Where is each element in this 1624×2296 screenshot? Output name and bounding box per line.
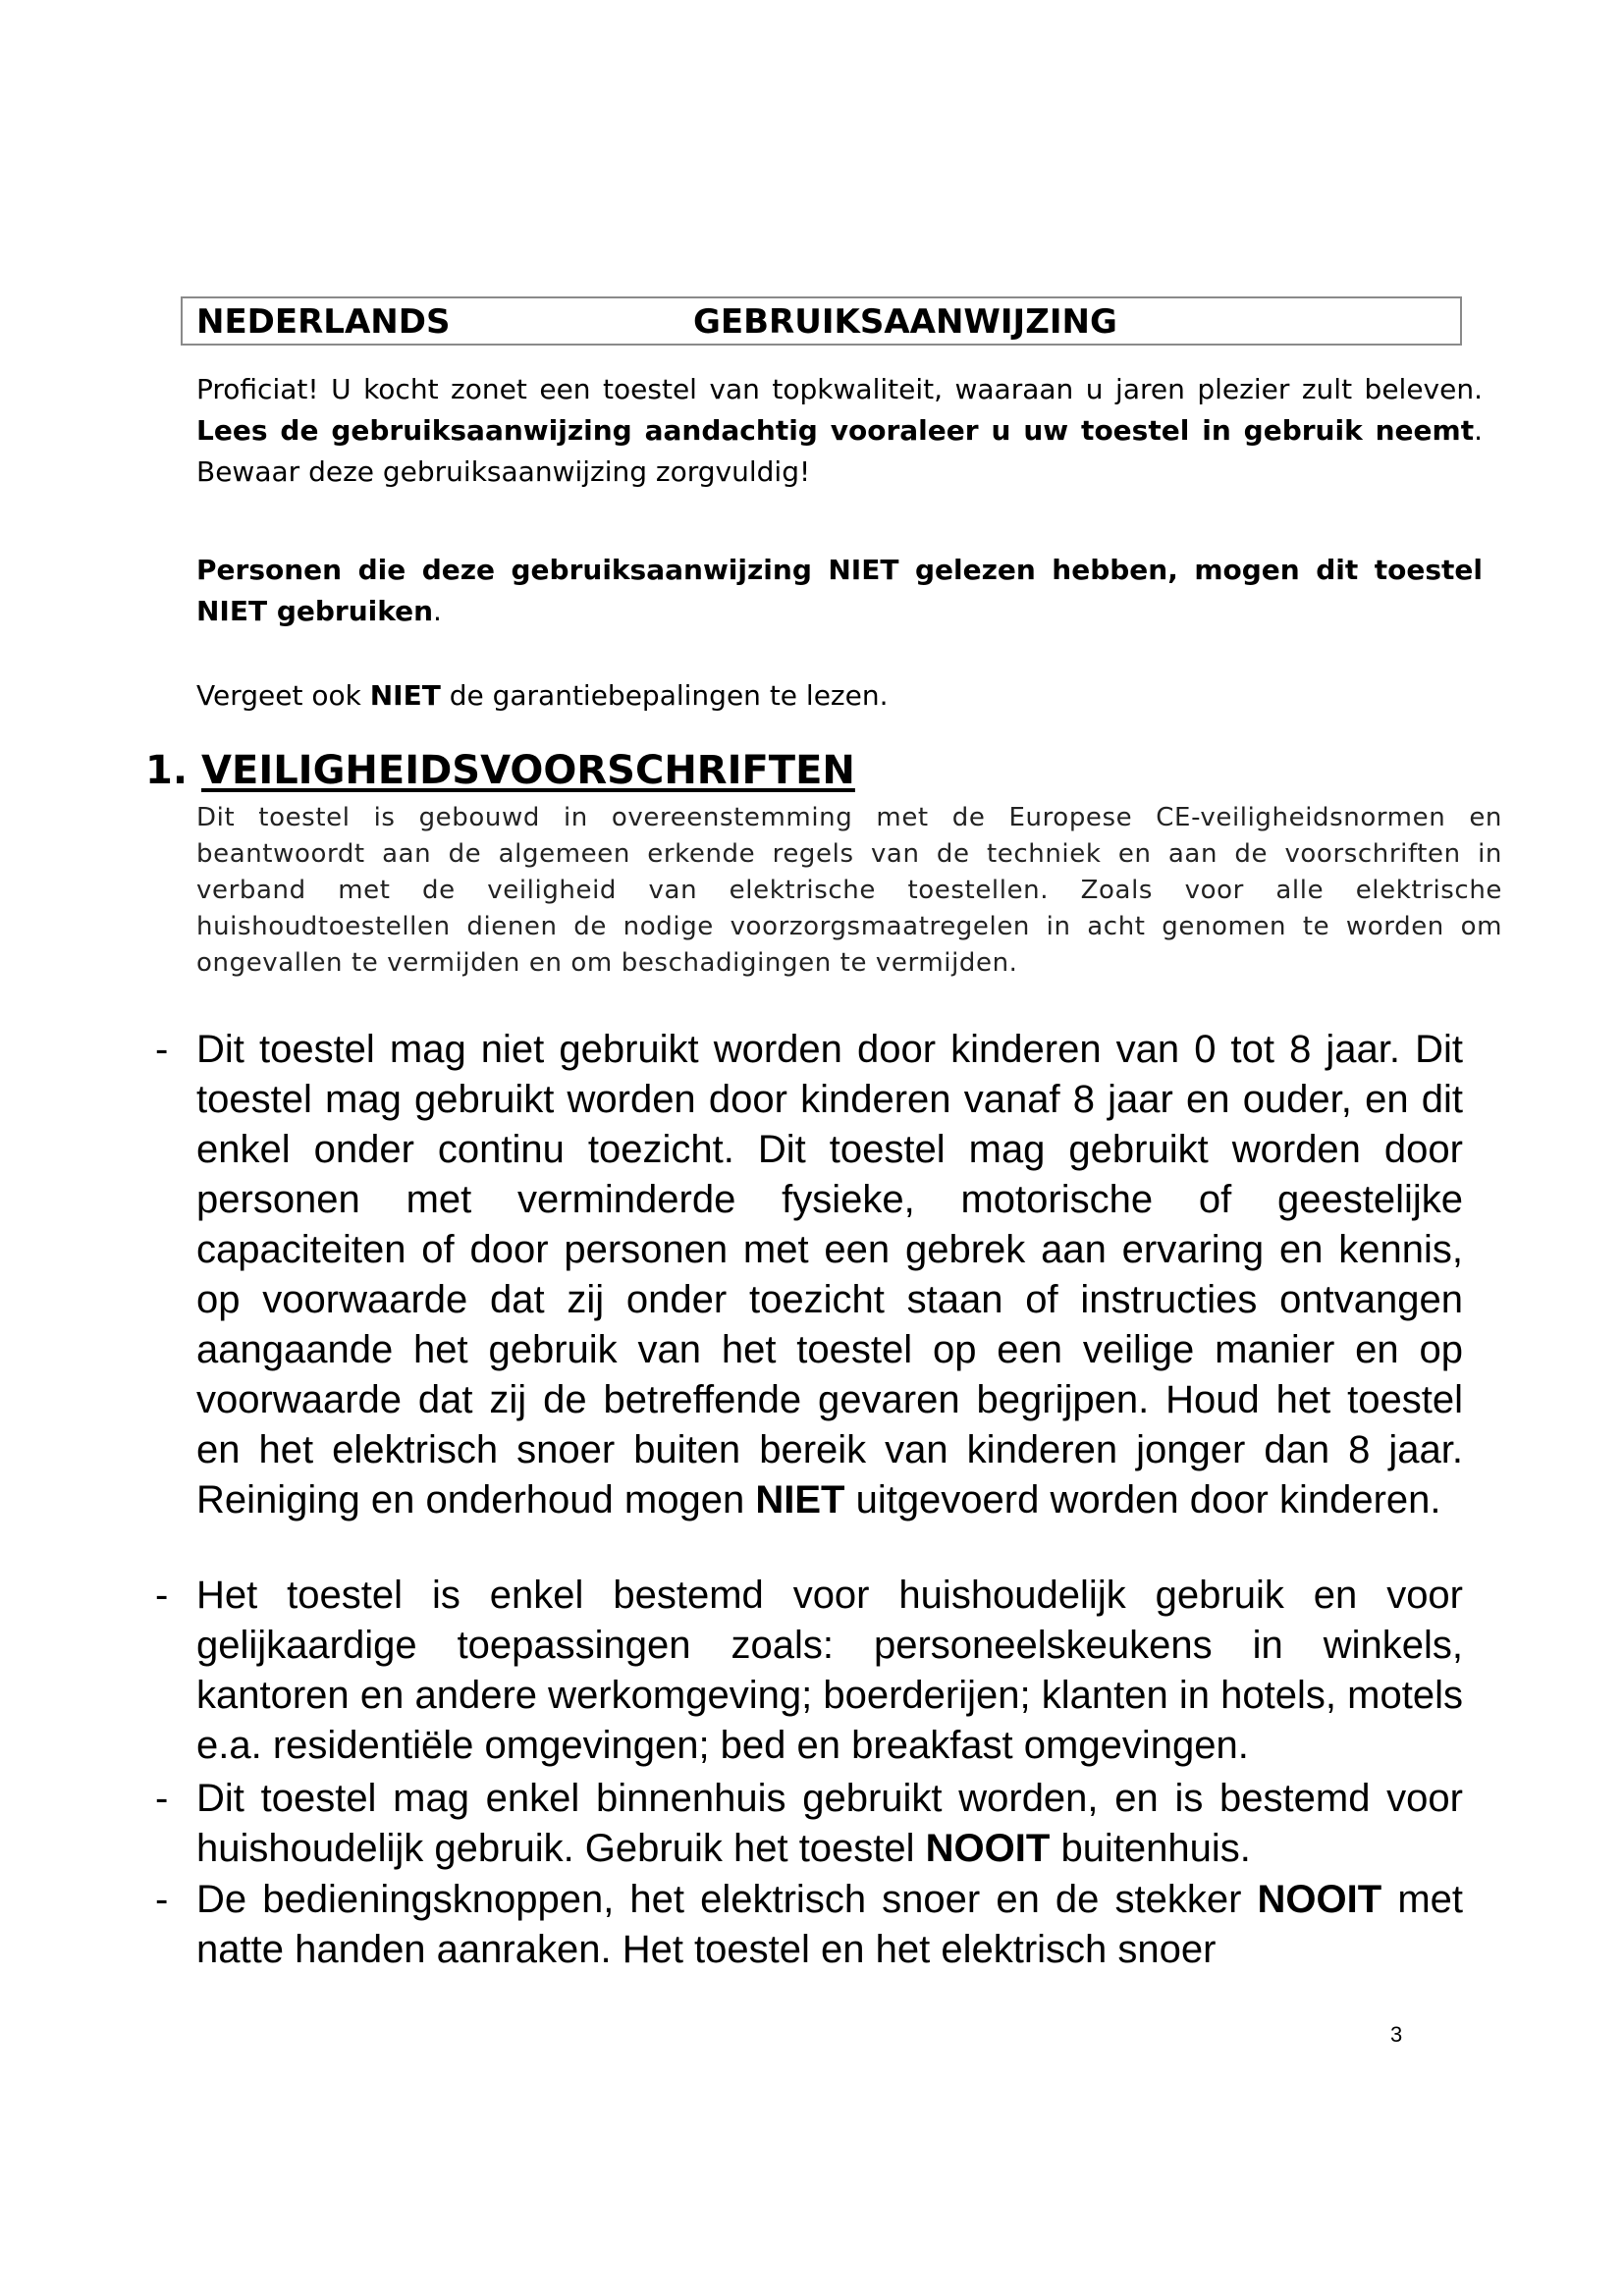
- list-item: [155, 1875, 1471, 1975]
- intro-text: Proficiat! U kocht zonet een toestel van topkwaliteit, waaraan u jaren plezier zult beleven.: [196, 373, 1483, 405]
- document-title: GEBRUIKSAANWIJZING: [693, 302, 1117, 342]
- list-item: [155, 1571, 1471, 1771]
- list-item: [155, 1774, 1471, 1874]
- bullet-text-part: Dit toestel mag niet gebruikt worden door kinderen van 0 tot 8 jaar. Dit toestel mag gebruikt worden door kinderen vanaf 8 jaar en ouder, en dit enkel onder continu toezicht. Dit toestel mag gebruikt worden door personen met verminderde fysieke, motorische of geestelijke capaciteiten of door personen met een gebrek aan ervaring en kennis, op voorwaarde dat zij onder toezicht staan of instructies ontvangen aangaande het gebruik van het toestel op een veilige manier en op voorwaarde dat zij de betreffende gevaren begrijpen. Houd het toestel en het elektrisch snoer buiten bereik van kinderen jonger dan 8 jaar. Reiniging en onderhoud mogen: [196, 1028, 1463, 1522]
- bullet-bold: NOOIT: [925, 1827, 1051, 1870]
- bullet-dash: -: [155, 1878, 169, 1921]
- bullet-dash: -: [155, 1777, 169, 1820]
- guarantee-text: Vergeet ook: [196, 679, 370, 712]
- bullet-text: Het toestel is enkel bestemd voor huishoudelijk gebruik en voor gelijkaardige toepassingen zoals: personeelskeukens in winkels, kantoren en andere werkomgeving; boerderijen; klanten in hotels, motels e.a. residentiële omgevingen; bed en breakfast omgevingen.: [196, 1574, 1463, 1767]
- bullet-text: [196, 1025, 1463, 1525]
- warning-end: .: [433, 595, 442, 627]
- bullet-text-end: uitgevoerd worden door kinderen.: [844, 1478, 1441, 1522]
- intro-paragraph: [196, 369, 1483, 493]
- page-number: 3: [1390, 2022, 1403, 2047]
- bullet-text-end: met natte handen aanraken. Het toestel en het elektrisch snoer: [196, 1878, 1463, 1971]
- bullet-bold: NIET: [755, 1478, 845, 1522]
- guarantee-text-end: de garantiebepalingen te lezen.: [440, 679, 889, 712]
- guarantee-bold: NIET: [369, 679, 441, 712]
- intro-bold-text: Lees de gebruiksaanwijzing aandachtig vooraleer u uw toestel in gebruik neemt: [196, 414, 1475, 447]
- safety-intro-paragraph: Dit toestel is gebouwd in overeenstemming met de Europese CE-veiligheidsnormen en beantwoordt aan de algemeen erkende regels van de techniek en aan de voorschriften in verband met de veiligheid van elektrische toestellen. Zoals voor alle elektrische huishoudtoestellen dienen de nodige voorzorgsmaatregelen in acht genomen te worden om ongevallen te vermijden en om beschadigingen te vermijden.: [196, 803, 1502, 978]
- intro-text-end: . Bewaar deze gebruiksaanwijzing zorgvuldig!: [196, 414, 1483, 488]
- section-heading: [145, 748, 855, 793]
- bullet-text: [196, 1875, 1463, 1975]
- bullet-text: [196, 1774, 1463, 1874]
- header-box: [181, 296, 1462, 346]
- warning-bold-text: Personen die deze gebruiksaanwijzing NIET gelezen hebben, mogen dit toestel NIET gebruiken: [196, 554, 1483, 627]
- bullet-text-part: De bedieningsknoppen, het elektrisch snoer en de stekker: [196, 1878, 1258, 1921]
- bullet-dash: -: [155, 1028, 169, 1071]
- bullet-dash: -: [155, 1574, 169, 1617]
- section-number: 1.: [145, 748, 189, 793]
- bullet-bold: NOOIT: [1257, 1878, 1382, 1921]
- warning-paragraph: [196, 550, 1483, 632]
- language-label: NEDERLANDS: [196, 302, 451, 342]
- list-item: [155, 1025, 1471, 1525]
- bullet-text-part: Dit toestel mag enkel binnenhuis gebruikt worden, en is bestemd voor huishoudelijk gebruik. Gebruik het toestel: [196, 1777, 1463, 1870]
- guarantee-paragraph: [196, 675, 1483, 717]
- bullet-text-end: buitenhuis.: [1050, 1827, 1251, 1870]
- section-title: VEILIGHEIDSVOORSCHRIFTEN: [201, 748, 855, 793]
